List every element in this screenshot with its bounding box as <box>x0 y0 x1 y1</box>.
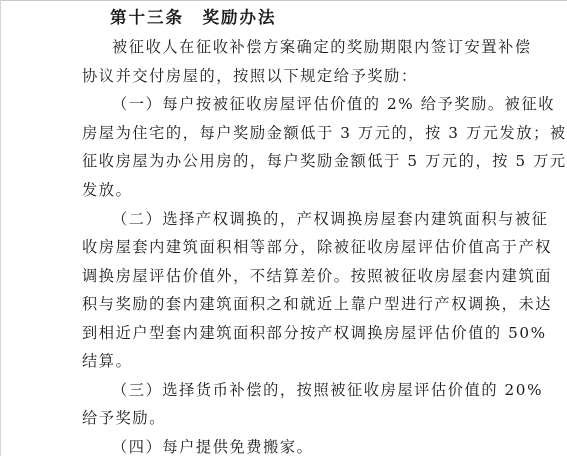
paragraph-line: 协议并交付房屋的，按照以下规定给予奖励： <box>82 67 418 85</box>
left-border <box>0 0 1 456</box>
paragraph-line: 征收房屋为办公用房的，每户奖励金额低于 5 万元的，按 5 万元 <box>82 152 567 170</box>
paragraph-line: （二）选择产权调换的，产权调换房屋套内建筑面积与被征 <box>112 210 549 228</box>
paragraph-line: 积与奖励的套内建筑面积之和就近上靠户型进行产权调换，未达 <box>82 295 553 313</box>
paragraph-line: 调换房屋评估价值外，不结算差价。按照被征收房屋套内建筑面 <box>82 267 553 285</box>
paragraph-line: （一）每户按被征收房屋评估价值的 2% 给予奖励。被征收 <box>112 95 556 113</box>
top-border <box>0 0 567 1</box>
article-title: 第十三条 奖励办法 <box>110 8 277 27</box>
paragraph-line: 给予奖励。 <box>82 409 166 427</box>
paragraph-line: 被征收人在征收补偿方案确定的奖励期限内签订安置补偿 <box>112 38 532 56</box>
paragraph-line: 房屋为住宅的，每户奖励金额低于 3 万元的，按 3 万元发放；被 <box>82 124 567 142</box>
paragraph-line: （三）选择货币补偿的，按照被征收房屋评估价值的 20% <box>112 381 544 399</box>
paragraph-line: （四）每户提供免费搬家。 <box>112 438 314 456</box>
paragraph-line: 结算。 <box>82 352 133 370</box>
paragraph-line: 发放。 <box>82 181 133 199</box>
paragraph-line: 到相近户型套内建筑面积部分按产权调换房屋评估价值的 50% <box>82 324 547 342</box>
paragraph-line: 收房屋套内建筑面积相等部分，除被征收房屋评估价值高于产权 <box>82 238 553 256</box>
